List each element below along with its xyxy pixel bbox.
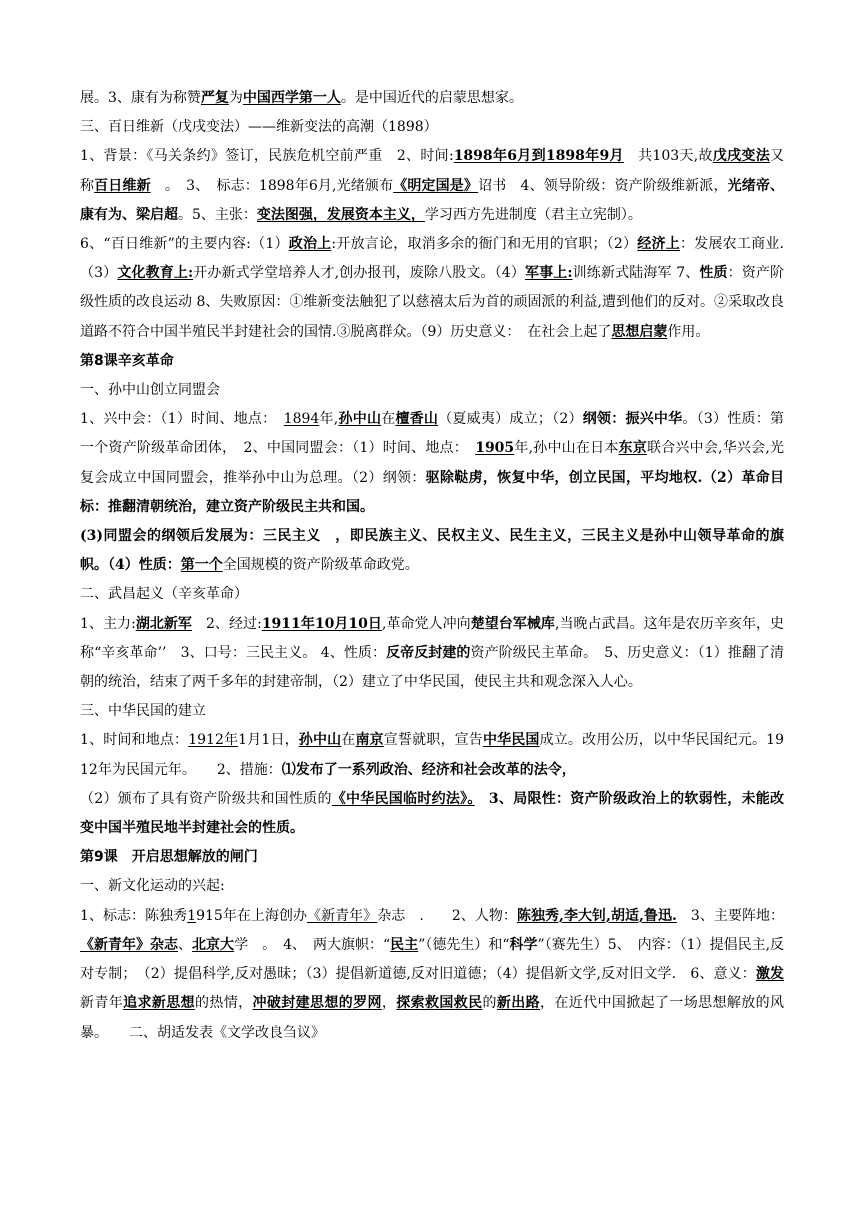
text-run: 一、孙中山创立同盟会: [80, 382, 220, 399]
paragraph: [80, 376, 784, 405]
emphasized-text: 1911年10月10日: [261, 615, 382, 632]
emphasized-text: 光绪帝、康有为、梁启超: [80, 177, 785, 223]
text-run: 年,孙中山在日本: [514, 440, 619, 457]
emphasized-text: 新出路: [496, 995, 540, 1012]
paragraph: [80, 347, 784, 376]
text-run: 6、“百日维新”的主要内容:（1）: [80, 236, 289, 253]
emphasized-text: 东京: [618, 440, 647, 457]
text-run: 二、武昌起义（辛亥革命）: [80, 586, 248, 603]
emphasized-text: 军事上:: [524, 265, 573, 282]
emphasized-text: 戊戌变法: [712, 148, 771, 165]
text-run: ,革命党人冲向: [381, 615, 471, 632]
emphasized-text: 文化教育上:: [117, 265, 194, 282]
text-run: 作用。: [667, 323, 710, 340]
text-run: 在: [381, 411, 396, 428]
emphasized-text: 1898年6月到1898年9月: [453, 148, 624, 165]
text-run: ,当晚占武昌。这年是农历辛亥年，史称“辛亥革命’’ 3、口号：三民主义。 4、性质：: [80, 615, 785, 661]
text-run: 1、标志：陈独秀: [80, 907, 188, 924]
paragraph: [80, 230, 784, 347]
paragraph: [80, 405, 784, 522]
text-run: ”（德先生）和“: [418, 936, 510, 953]
emphasized-text: 变法图强，发展资本主义，: [256, 206, 425, 223]
lesson-heading: 第8课辛亥革命: [80, 352, 174, 369]
paragraph: [80, 697, 784, 726]
emphasized-text: 孙中山: [338, 411, 382, 428]
emphasized-text: (3)同盟会的纲领后发展为：三民主义 ，即民族主义、民权主义、民生主义，三民主义是孙中山领导革命的旗帜。（4）性质：: [80, 528, 784, 574]
text-run: 3、主要阵地：: [676, 907, 785, 924]
paragraph: [80, 872, 784, 901]
text-run: 全国规模的资产阶级革命政党。: [222, 557, 419, 574]
text-run: 、: [178, 936, 193, 953]
text-run: 联合兴中会,华兴会,光复会成立中国同盟会，推举孙中山为总理。（2）纲领：: [80, 440, 785, 486]
paragraph: [80, 726, 784, 784]
emphasized-text: 中华民国: [482, 732, 540, 749]
text-run: ：发展农工商业.（3）: [80, 236, 784, 282]
text-run: :开放言论，取消多余的衙门和无用的官职；（2）: [331, 236, 638, 253]
text-run: 。是中国近代的启蒙思想家。: [340, 90, 523, 106]
emphasized-text: 《新青年》杂志: [80, 936, 179, 953]
text-run: 训练新式陆海军 7、: [572, 265, 700, 282]
emphasized-text: 1894: [283, 411, 320, 428]
text-run: 。5、主张：: [178, 206, 257, 223]
text-run: 的: [482, 995, 497, 1012]
text-run: ，: [381, 995, 397, 1012]
emphasized-text: 探索救国救民: [396, 995, 483, 1012]
text-run: 在: [341, 732, 356, 749]
emphasized-text: 1912年: [188, 732, 239, 749]
text-run: 2、经过:: [191, 615, 262, 632]
text-run: 又称: [80, 148, 785, 194]
paragraph: [80, 843, 784, 872]
paragraph: [80, 142, 784, 230]
emphasized-text: 《明定国是》: [393, 177, 479, 194]
emphasized-text: 3、局限性：资产阶级政治上的软弱性，未能改变中国半殖民地半封建社会的性质。: [80, 790, 785, 837]
text-run: 1、兴中会：（1）时间、地点：: [80, 411, 284, 428]
text-run: ：资产阶级性质的改良运动 8、失败原因：①维新变法触犯了以慈禧太后为首的顽固派的利益,遭到他们的反对。②采取改良道路不符合中国半殖民半封建社会的国情.③脱离群众。（9）历史意义： 在社会上起了: [80, 265, 785, 340]
emphasized-text: 北京大: [192, 936, 235, 953]
emphasized-text: 湖北新军: [135, 615, 192, 632]
text-run: 1、背景：《马关条约》签订，民族危机空前严重 2、时间:: [80, 148, 454, 165]
emphasized-text: 科学: [509, 936, 538, 953]
text-run: 成立。改用公历，以中华民国纪元。1912年为民国元年。 2、措施：: [80, 732, 785, 778]
text-run: 三、中华民国的建立: [80, 703, 206, 720]
text-run: 新青年: [80, 995, 124, 1012]
emphasized-text: 南京: [355, 732, 384, 749]
text-run: 915年在上海创办: [196, 907, 308, 924]
text-run: 年,: [319, 411, 339, 428]
emphasized-text: 政治上: [288, 236, 332, 253]
text-run: 诏书 4、领导阶级：资产阶级维新派，: [478, 177, 728, 194]
paragraph: [80, 580, 784, 609]
emphasized-text: 冲破封建思想的罗网: [252, 995, 382, 1012]
text-run: 学习西方先进制度（君主立宪制）。: [424, 206, 642, 223]
emphasized-text: 严复: [200, 90, 229, 106]
emphasized-text: 激发: [755, 966, 784, 983]
emphasized-text: 第一个: [180, 557, 223, 574]
paragraph: [80, 522, 784, 580]
paragraph: [80, 902, 784, 1048]
emphasized-text: 民主: [390, 936, 419, 953]
emphasized-text: 经济上: [637, 236, 680, 253]
emphasized-text: 中国西学第一人: [242, 90, 341, 106]
text-run: 宣誓就职，宣告: [383, 732, 483, 749]
paragraph: [80, 610, 784, 698]
text-run: 1、时间和地点：: [80, 732, 189, 749]
emphasized-text: 1: [187, 907, 197, 924]
text-run: 资产阶级民主革命。 5、历史意义：（1）推翻了清朝的统治，结束了两千多年的封建帝制，（2）建立了中华民国，使民主共和观念深入人心。: [80, 644, 784, 691]
text-run: 展。3、康有为称赞: [80, 90, 201, 106]
emphasized-text: 追求新思想: [123, 995, 195, 1012]
text-run: 杂志 . 2、人物：: [377, 907, 517, 924]
emphasized-text: 1905: [475, 440, 515, 457]
emphasized-text: 《中华民国临时约法》。: [331, 790, 475, 807]
emphasized-text: 驱除鞑虏，恢复中华，创立民国，平均地权.（2）革命目标：推翻清朝统治，建立资产阶级民主共和国。: [80, 469, 784, 515]
paragraph: [80, 84, 784, 113]
emphasized-text: 纲领：振兴中华: [582, 411, 683, 428]
text-run: （2）颁布了具有资产阶级共和国性质的: [80, 790, 332, 807]
text-run: 一、新文化运动的兴起:: [80, 878, 225, 895]
emphasized-text: 性质: [699, 265, 728, 282]
emphasized-text: 思想启蒙: [611, 323, 668, 340]
text-run: 的热情，: [195, 995, 253, 1012]
emphasized-text: 檀香山: [395, 411, 439, 428]
paragraph: [80, 113, 784, 142]
text-run: 1月1日，: [238, 732, 299, 749]
text-run: 1、主力:: [80, 615, 136, 632]
text-run: ，在近代中国掀起了一场思想解放的风暴。 二、胡适发表《文学改良刍议》: [80, 995, 784, 1041]
emphasized-text: 百日维新: [94, 177, 151, 194]
emphasized-text: 反帝反封建的: [386, 644, 471, 661]
text-run: （夏威夷）成立；（2）: [438, 411, 583, 428]
text-run: 为: [228, 90, 243, 106]
text-run: 。（3）性质：第一个资产阶级革命团体， 2、中国同盟会：（1）时间、地点：: [80, 411, 785, 457]
text-run: 共103天,故: [623, 148, 713, 165]
text-run: 开办新式学堂培养人才,创办报刊，废除八股文。（4）: [193, 265, 525, 282]
document-page: [80, 84, 784, 1048]
emphasized-text: 孙中山: [298, 732, 342, 749]
emphasized-text: 楚望台军械库: [470, 615, 555, 632]
text-run: 三、百日维新（戊戌变法）——维新变法的高潮（1898）: [80, 119, 438, 136]
emphasized-text: 《新青年》: [307, 907, 378, 924]
text-run: 学 。 4、 两大旗帜：“: [234, 936, 391, 953]
lesson-heading: 第9课 开启思想解放的闸门: [80, 849, 258, 866]
text-run: 。 3、 标志：1898年6月,光绪颁布: [150, 177, 394, 194]
emphasized-text: 陈独秀,李大钊,胡适,鲁迅.: [516, 907, 677, 924]
emphasized-text: ⑴发布了一系列政治、经济和社会改革的法令，: [281, 761, 576, 778]
text-run: ”（赛先生）5、 内容：（1）提倡民主,反对专制； （2）提倡科学,反对愚昧；（3）提倡新道德,反对旧道德；（4）提倡新文学,反对旧文学. 6、意义：: [80, 936, 785, 983]
paragraph: [80, 785, 784, 843]
